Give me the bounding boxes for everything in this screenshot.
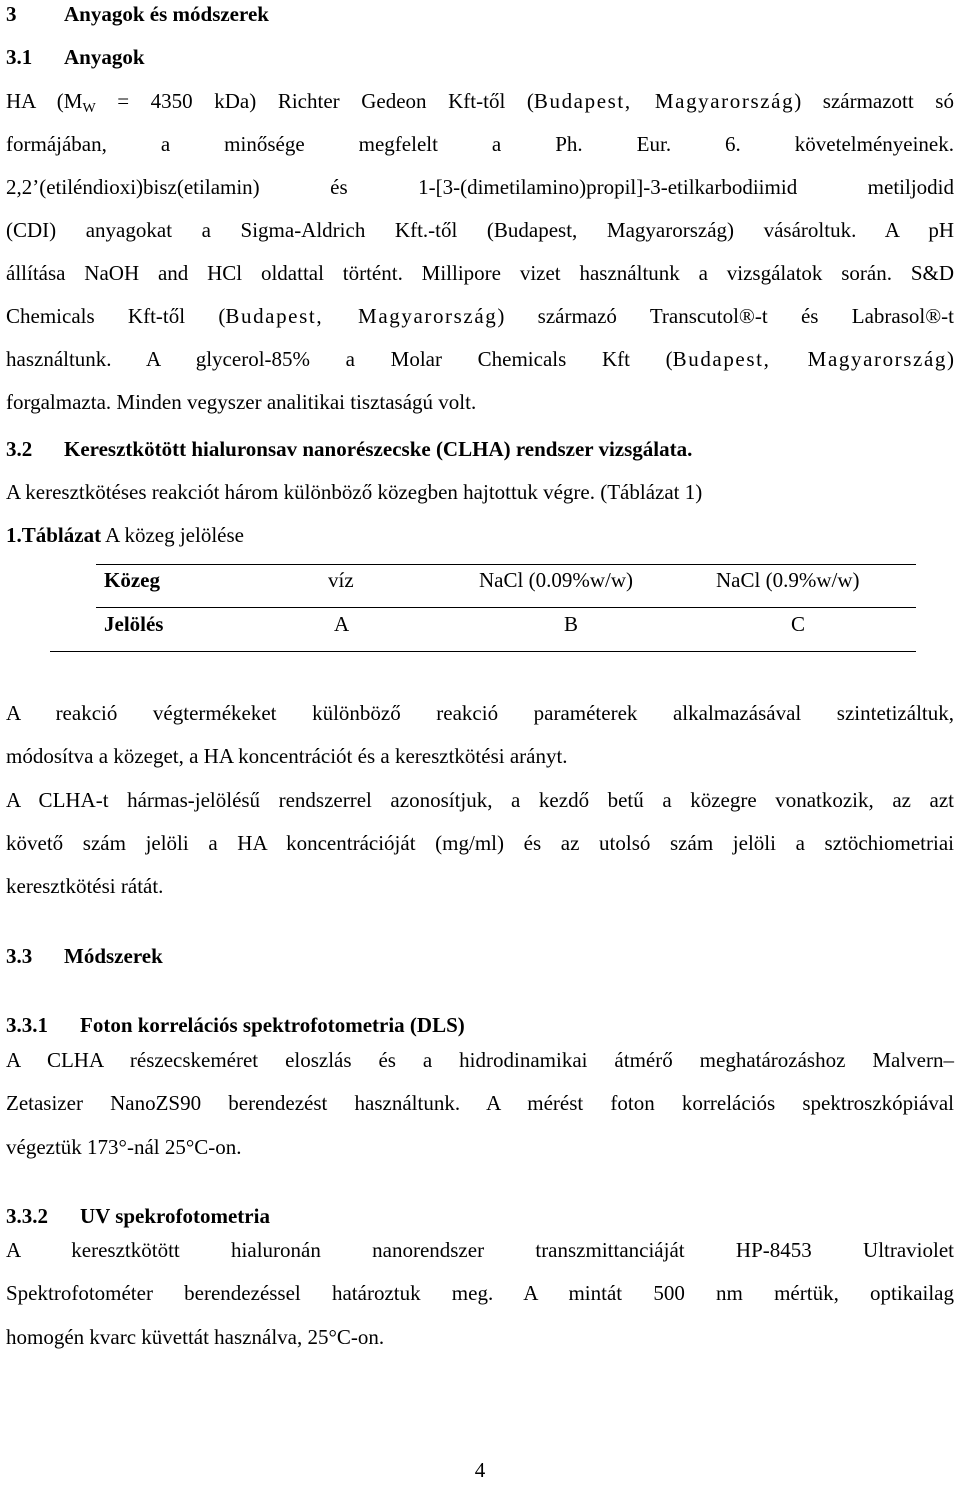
paragraph-line: forgalmazta. Minden vegyszer analitikai tisztaságú volt. (6, 390, 477, 414)
paragraph-line: Spektrofotométer berendezéssel határoztuk meg. A mintát 500 nm mértük, optikailag (6, 1281, 954, 1305)
section-heading-3-2: 3.2 Keresztkötött hialuronsav nanorészecske (CLHA) rendszer vizsgálata. (6, 437, 693, 461)
page-number: 4 (474, 1458, 486, 1482)
table-cell: B (564, 612, 579, 636)
section-heading-3-3: 3.3 Módszerek (6, 944, 163, 968)
table-cell: C (791, 612, 806, 636)
paragraph-line: állítása NaOH and HCl oldattal történt. Millipore vizet használtunk a vizsgálatok során. S&D (6, 261, 954, 285)
paragraph-line: követő szám jelöli a HA koncentrációját (mg/ml) és az utolsó szám jelöli a sztöchiometriai (6, 831, 954, 855)
section-heading-3-1: 3.1 Anyagok (6, 45, 145, 69)
table-bottom-rule (50, 651, 916, 652)
paragraph-line: A keresztkötött hialuronán nanorendszer transzmittanciáját HP-8453 Ultraviolet (6, 1238, 954, 1262)
table-caption: 1.Táblázat A közeg jelölése (6, 523, 244, 547)
paragraph-line: (CDI) anyagokat a Sigma-Aldrich Kft.-től (Budapest, Magyarország) vásároltuk. A pH (6, 218, 954, 242)
table-cell: NaCl (0.9%w/w) (716, 568, 860, 592)
table-cell: NaCl (0.09%w/w) (479, 568, 633, 592)
paragraph-line: módosítva a közeget, a HA koncentrációt és a keresztkötési arányt. (6, 744, 568, 768)
table-header-cell: Jelölés (104, 612, 164, 636)
paragraph-line: végeztük 173°-nál 25°C-on. (6, 1135, 242, 1159)
paragraph-line: A CLHA-t hármas-jelölésű rendszerrel azonosítjuk, a kezdő betű a közegre vonatkozik, az azt (6, 788, 954, 812)
section-heading-3: 3 Anyagok és módszerek (6, 2, 269, 26)
paragraph-line: Chemicals Kft-től (Budapest, Magyarország) származó Transcutol®-t és Labrasol®-t (6, 304, 954, 328)
paragraph-line: 2,2’(etiléndioxi)bisz(etilamin) és 1-[3-(dimetilamino)propil]-3-etilkarbodiimid metiljodid (6, 175, 954, 199)
paragraph-line: keresztkötési rátát. (6, 874, 164, 898)
table-cell: A (334, 612, 350, 636)
section-heading-3-3-2: 3.3.2 UV spekrofotometria (6, 1204, 270, 1228)
table-top-rule (96, 564, 916, 565)
paragraph-line: A CLHA részecskeméret eloszlás és a hidrodinamikai átmérő meghatározáshoz Malvern– (6, 1048, 954, 1072)
table-header-cell: Közeg (104, 568, 160, 592)
table-mid-rule (96, 607, 916, 608)
paragraph-line: HA ($M_W = 4350$ kDa) Richter Gedeon Kft-től (Budapest, Magyarország) származott só (6, 89, 954, 116)
paragraph-line: A reakció végtermékeket különböző reakció paraméterek alkalmazásával szintetizáltuk, (6, 701, 954, 725)
section-heading-3-3-1: 3.3.1 Foton korrelációs spektrofotometria (DLS) (6, 1013, 465, 1037)
table-cell: víz (328, 568, 354, 592)
paragraph-line: homogén kvarc küvettát használva, 25°C-on. (6, 1325, 385, 1349)
paragraph-line: Zetasizer NanoZS90 berendezést használtunk. A mérést foton korrelációs spektroszkópiával (6, 1091, 954, 1115)
paragraph-line: A keresztkötéses reakciót három különböző közegben hajtottuk végre. (Táblázat 1) (6, 480, 703, 504)
paragraph-line: használtunk. A glycerol-85% a Molar Chemicals Kft (Budapest, Magyarország) (6, 347, 954, 371)
paragraph-line: formájában, a minősége megfelelt a Ph. Eur. 6. követelményeinek. (6, 132, 954, 156)
